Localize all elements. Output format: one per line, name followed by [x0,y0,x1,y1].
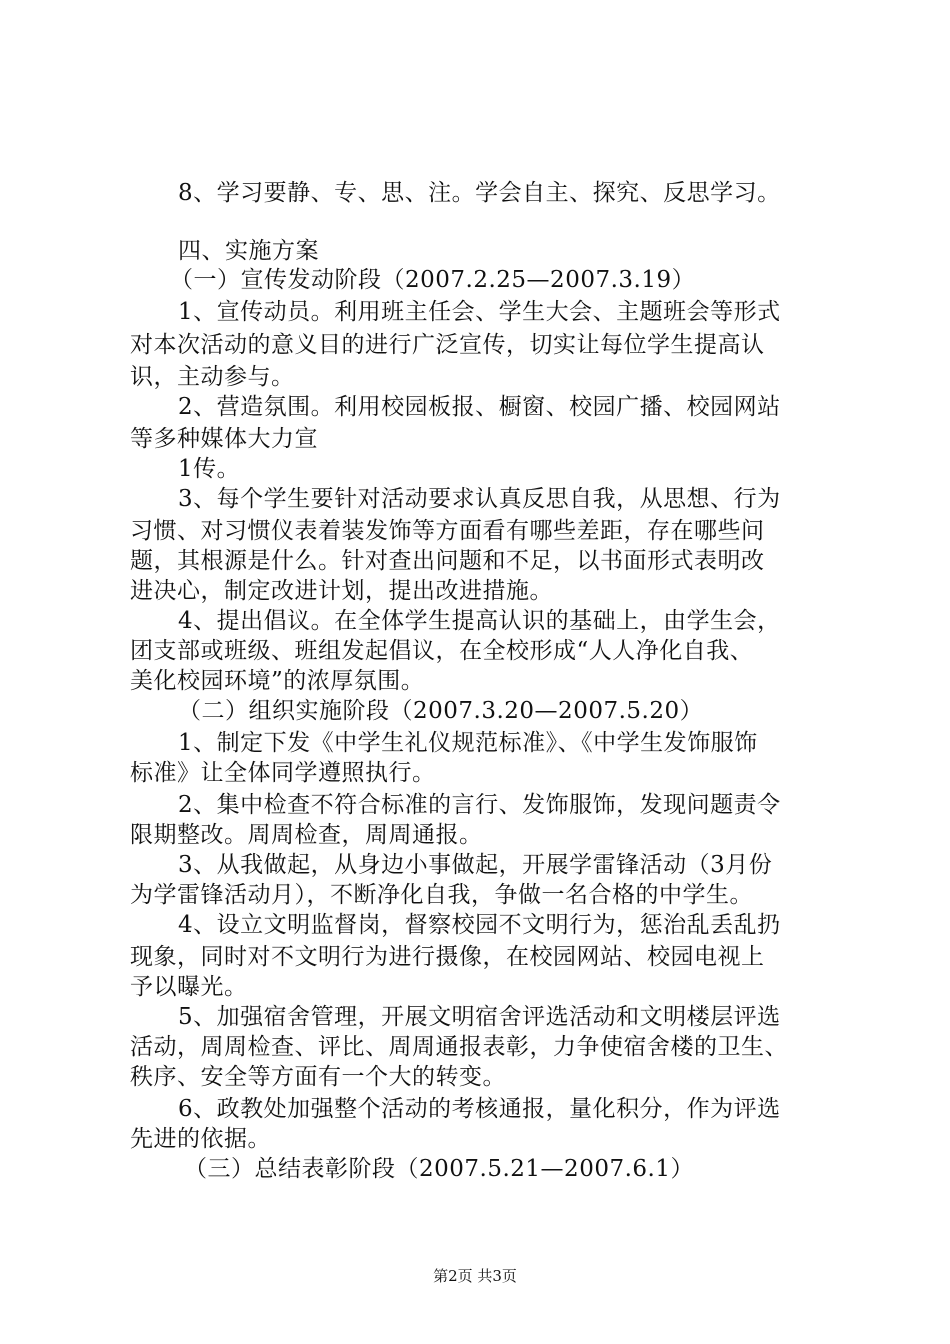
text-line: 团支部或班级、班组发起倡议，在全校形成“人人净化自我、 [130,638,754,664]
text-line: 识，主动参与。 [130,364,295,390]
text-line: 为学雷锋活动月），不断净化自我，争做一名合格的中学生。 [130,882,753,908]
text-line: 1传。 [178,456,241,482]
text-line: 限期整改。周周检查，周周通报。 [130,822,483,848]
text-line: 秩序、安全等方面有一个大的转变。 [130,1064,506,1090]
text-line: 等多种媒体大力宣 [130,426,318,452]
stage-heading: （三）总结表彰阶段（2007.5.21—2007.6.1） [184,1156,694,1182]
text-line: 3、每个学生要针对活动要求认真反思自我，从思想、行为 [178,486,781,512]
text-line: 4、设立文明监督岗，督察校园不文明行为，惩治乱丢乱扔 [178,912,781,938]
text-line: 2、集中检查不符合标准的言行、发饰服饰，发现问题责令 [178,792,781,818]
text-line: 进决心，制定改进计划，提出改进措施。 [130,578,553,604]
text-line: 5、加强宿舍管理，开展文明宿舍评选活动和文明楼层评选 [178,1004,781,1030]
stage-heading: （一）宣传发动阶段（2007.2.25—2007.3.19） [170,267,696,293]
text-line: 1、宣传动员。利用班主任会、学生大会、主题班会等形式 [178,299,781,325]
text-line: 4、提出倡议。在全体学生提高认识的基础上，由学生会， [178,608,781,634]
text-line: 题，其根源是什么。针对查出问题和不足，以书面形式表明改 [130,548,765,574]
stage-heading: （二）组织实施阶段（2007.3.20—2007.5.20） [178,698,704,724]
page-number-footer: 第2页 共3页 [433,1267,517,1285]
text-line: 活动，周周检查、评比、周周通报表彰，力争使宿舍楼的卫生、 [130,1034,788,1060]
text-line: 先进的依据。 [130,1126,271,1152]
text-line: 2、营造氛围。利用校园板报、橱窗、校园广播、校园网站 [178,394,781,420]
section-heading: 四、实施方案 [178,238,319,264]
text-line: 现象，同时对不文明行为进行摄像，在校园网站、校园电视上 [130,944,765,970]
text-line: 美化校园环境”的浓厚氛围。 [130,668,425,694]
text-line: 予以曝光。 [130,974,248,1000]
text-line: 6、政教处加强整个活动的考核通报，量化积分，作为评选 [178,1096,781,1122]
text-line: 3、从我做起，从身边小事做起，开展学雷锋活动（3月份 [178,852,773,878]
text-line: 8、学习要静、专、思、注。学会自主、探究、反思学习。 [178,180,781,206]
text-line: 习惯、对习惯仪表着装发饰等方面看有哪些差距，存在哪些问 [130,518,765,544]
text-line: 标准》让全体同学遵照执行。 [130,760,436,786]
text-line: 1、制定下发《中学生礼仪规范标准》、《中学生发饰服饰 [178,730,758,756]
text-line: 对本次活动的意义目的进行广泛宣传，切实让每位学生提高认 [130,332,765,358]
